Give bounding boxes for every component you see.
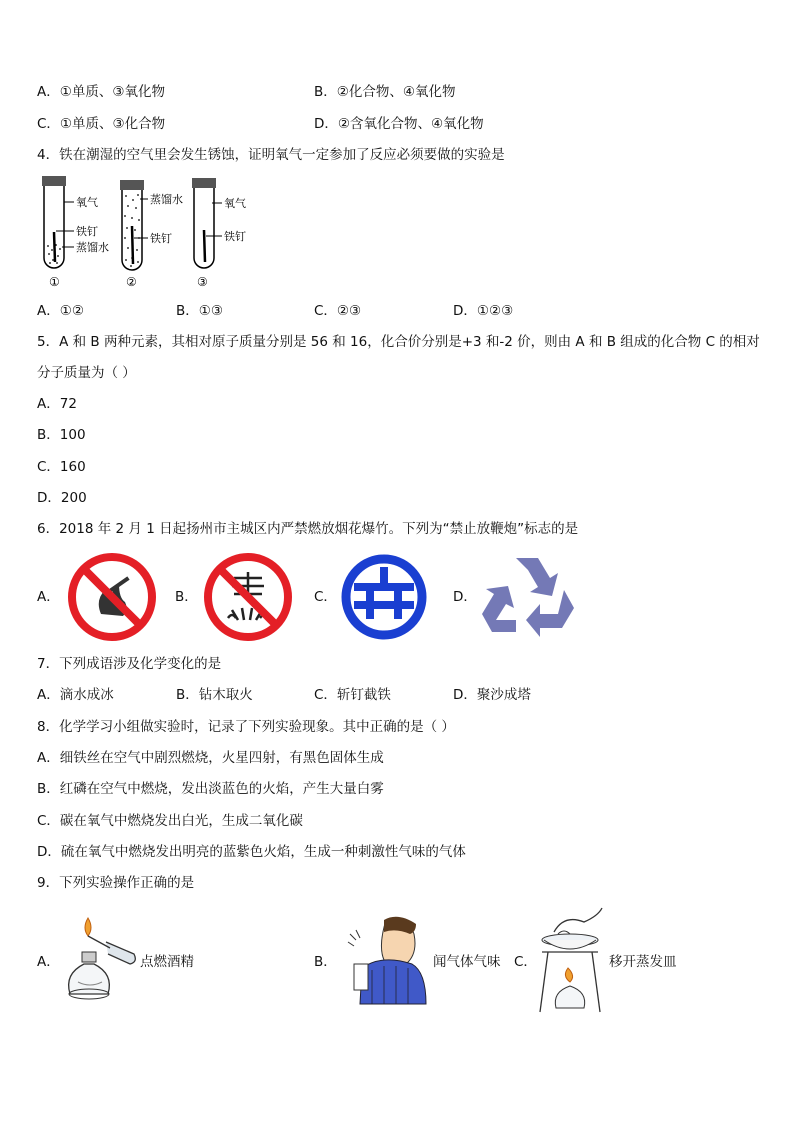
q9-caption-c: 移开蒸发皿 xyxy=(609,954,677,970)
q4-option-c: C．②③ xyxy=(314,303,362,319)
no-firecracker-sign-icon xyxy=(202,552,294,642)
q9-caption-a: 点燃酒精 xyxy=(140,954,194,970)
tube3-label-nail: 铁钉 xyxy=(224,230,246,243)
q5-option-a: A．72 xyxy=(37,396,77,412)
q5-option-b: B．100 xyxy=(37,427,86,443)
evaporating-dish-icon xyxy=(534,904,606,1016)
alcohol-lamp-lighting-icon xyxy=(58,912,140,1006)
q7-option-a: A．滴水成冰 xyxy=(37,687,114,703)
q3-option-c: C．①单质、③化合物 xyxy=(37,116,166,132)
tube3-number: ③ xyxy=(197,275,208,289)
q8-option-b: B．红磷在空气中燃烧，发出淡蓝色的火焰，产生大量白雾 xyxy=(37,781,384,797)
smelling-gas-person-icon xyxy=(342,912,428,1006)
q8-stem: 8．化学学习小组做实验时，记录了下列实验现象。其中正确的是（ ） xyxy=(37,719,455,735)
q3-option-b: B．②化合物、④氧化物 xyxy=(314,84,456,100)
tube1-label-nail: 铁钉 xyxy=(76,225,98,238)
tube1-label-water: 蒸馏水 xyxy=(76,241,109,254)
q6-option-b: B． xyxy=(175,589,198,605)
q9-stem: 9．下列实验操作正确的是 xyxy=(37,875,195,891)
q9-option-c: C． xyxy=(514,954,537,970)
q6-option-d: D． xyxy=(453,589,477,605)
q5-stem-line2: 分子质量为（ ） xyxy=(37,365,136,381)
q5-stem-line1: 5．A 和 B 两种元素，其相对原子质量分别是 56 和 16，化合价分别是+3 和-2 价，则由 A 和 B 组成的化合物 C 的相对 xyxy=(37,334,760,350)
q6-option-a: A． xyxy=(37,589,60,605)
q4-option-a: A．①② xyxy=(37,303,84,319)
q3-option-d: D．②含氧化合物、④氧化物 xyxy=(314,116,484,132)
q8-option-a: A．细铁丝在空气中剧烈燃烧，火星四射，有黑色固体生成 xyxy=(37,750,384,766)
test-tube-3 xyxy=(192,178,246,289)
q6-option-c: C． xyxy=(314,589,337,605)
q4-test-tube-figure xyxy=(36,174,266,290)
q7-option-c: C．斩钉截铁 xyxy=(314,687,391,703)
q9-option-a: A． xyxy=(37,954,60,970)
no-fire-sign-icon xyxy=(67,552,157,642)
tube2-number: ② xyxy=(126,275,137,289)
tube2-label-nail: 铁钉 xyxy=(150,232,172,245)
blue-circle-sign-icon xyxy=(340,553,428,641)
q9-option-b: B． xyxy=(314,954,337,970)
q7-option-d: D．聚沙成塔 xyxy=(453,687,531,703)
q6-stem: 6．2018 年 2 月 1 日起扬州市主城区内严禁燃放烟花爆竹。下列为“禁止放鞭炮”标志的是 xyxy=(37,521,579,537)
tube1-number: ① xyxy=(49,275,60,289)
q8-option-d: D．硫在氧气中燃烧发出明亮的蓝紫色火焰，生成一种刺激性气味的气体 xyxy=(37,844,466,860)
tube1-label-oxygen: 氧气 xyxy=(76,196,98,209)
q4-option-d: D．①②③ xyxy=(453,303,514,319)
q4-stem: 4．铁在潮湿的空气里会发生锈蚀，证明氧气一定参加了反应必须要做的实验是 xyxy=(37,147,505,163)
recycle-icon xyxy=(480,554,576,640)
test-tube-2 xyxy=(120,180,183,289)
q5-option-d: D．200 xyxy=(37,490,87,506)
tube3-label-oxygen: 氧气 xyxy=(224,197,246,210)
q7-option-b: B．钻木取火 xyxy=(176,687,253,703)
q3-option-a: A．①单质、③氧化物 xyxy=(37,84,165,100)
q9-caption-b: 闻气体气味 xyxy=(433,954,501,970)
test-tube-1 xyxy=(42,176,109,289)
q4-option-b: B．①③ xyxy=(176,303,223,319)
q5-option-c: C．160 xyxy=(37,459,86,475)
q8-option-c: C．碳在氧气中燃烧发出白光，生成二氧化碳 xyxy=(37,813,303,829)
tube2-label-water: 蒸馏水 xyxy=(150,193,183,206)
q7-stem: 7．下列成语涉及化学变化的是 xyxy=(37,656,222,672)
